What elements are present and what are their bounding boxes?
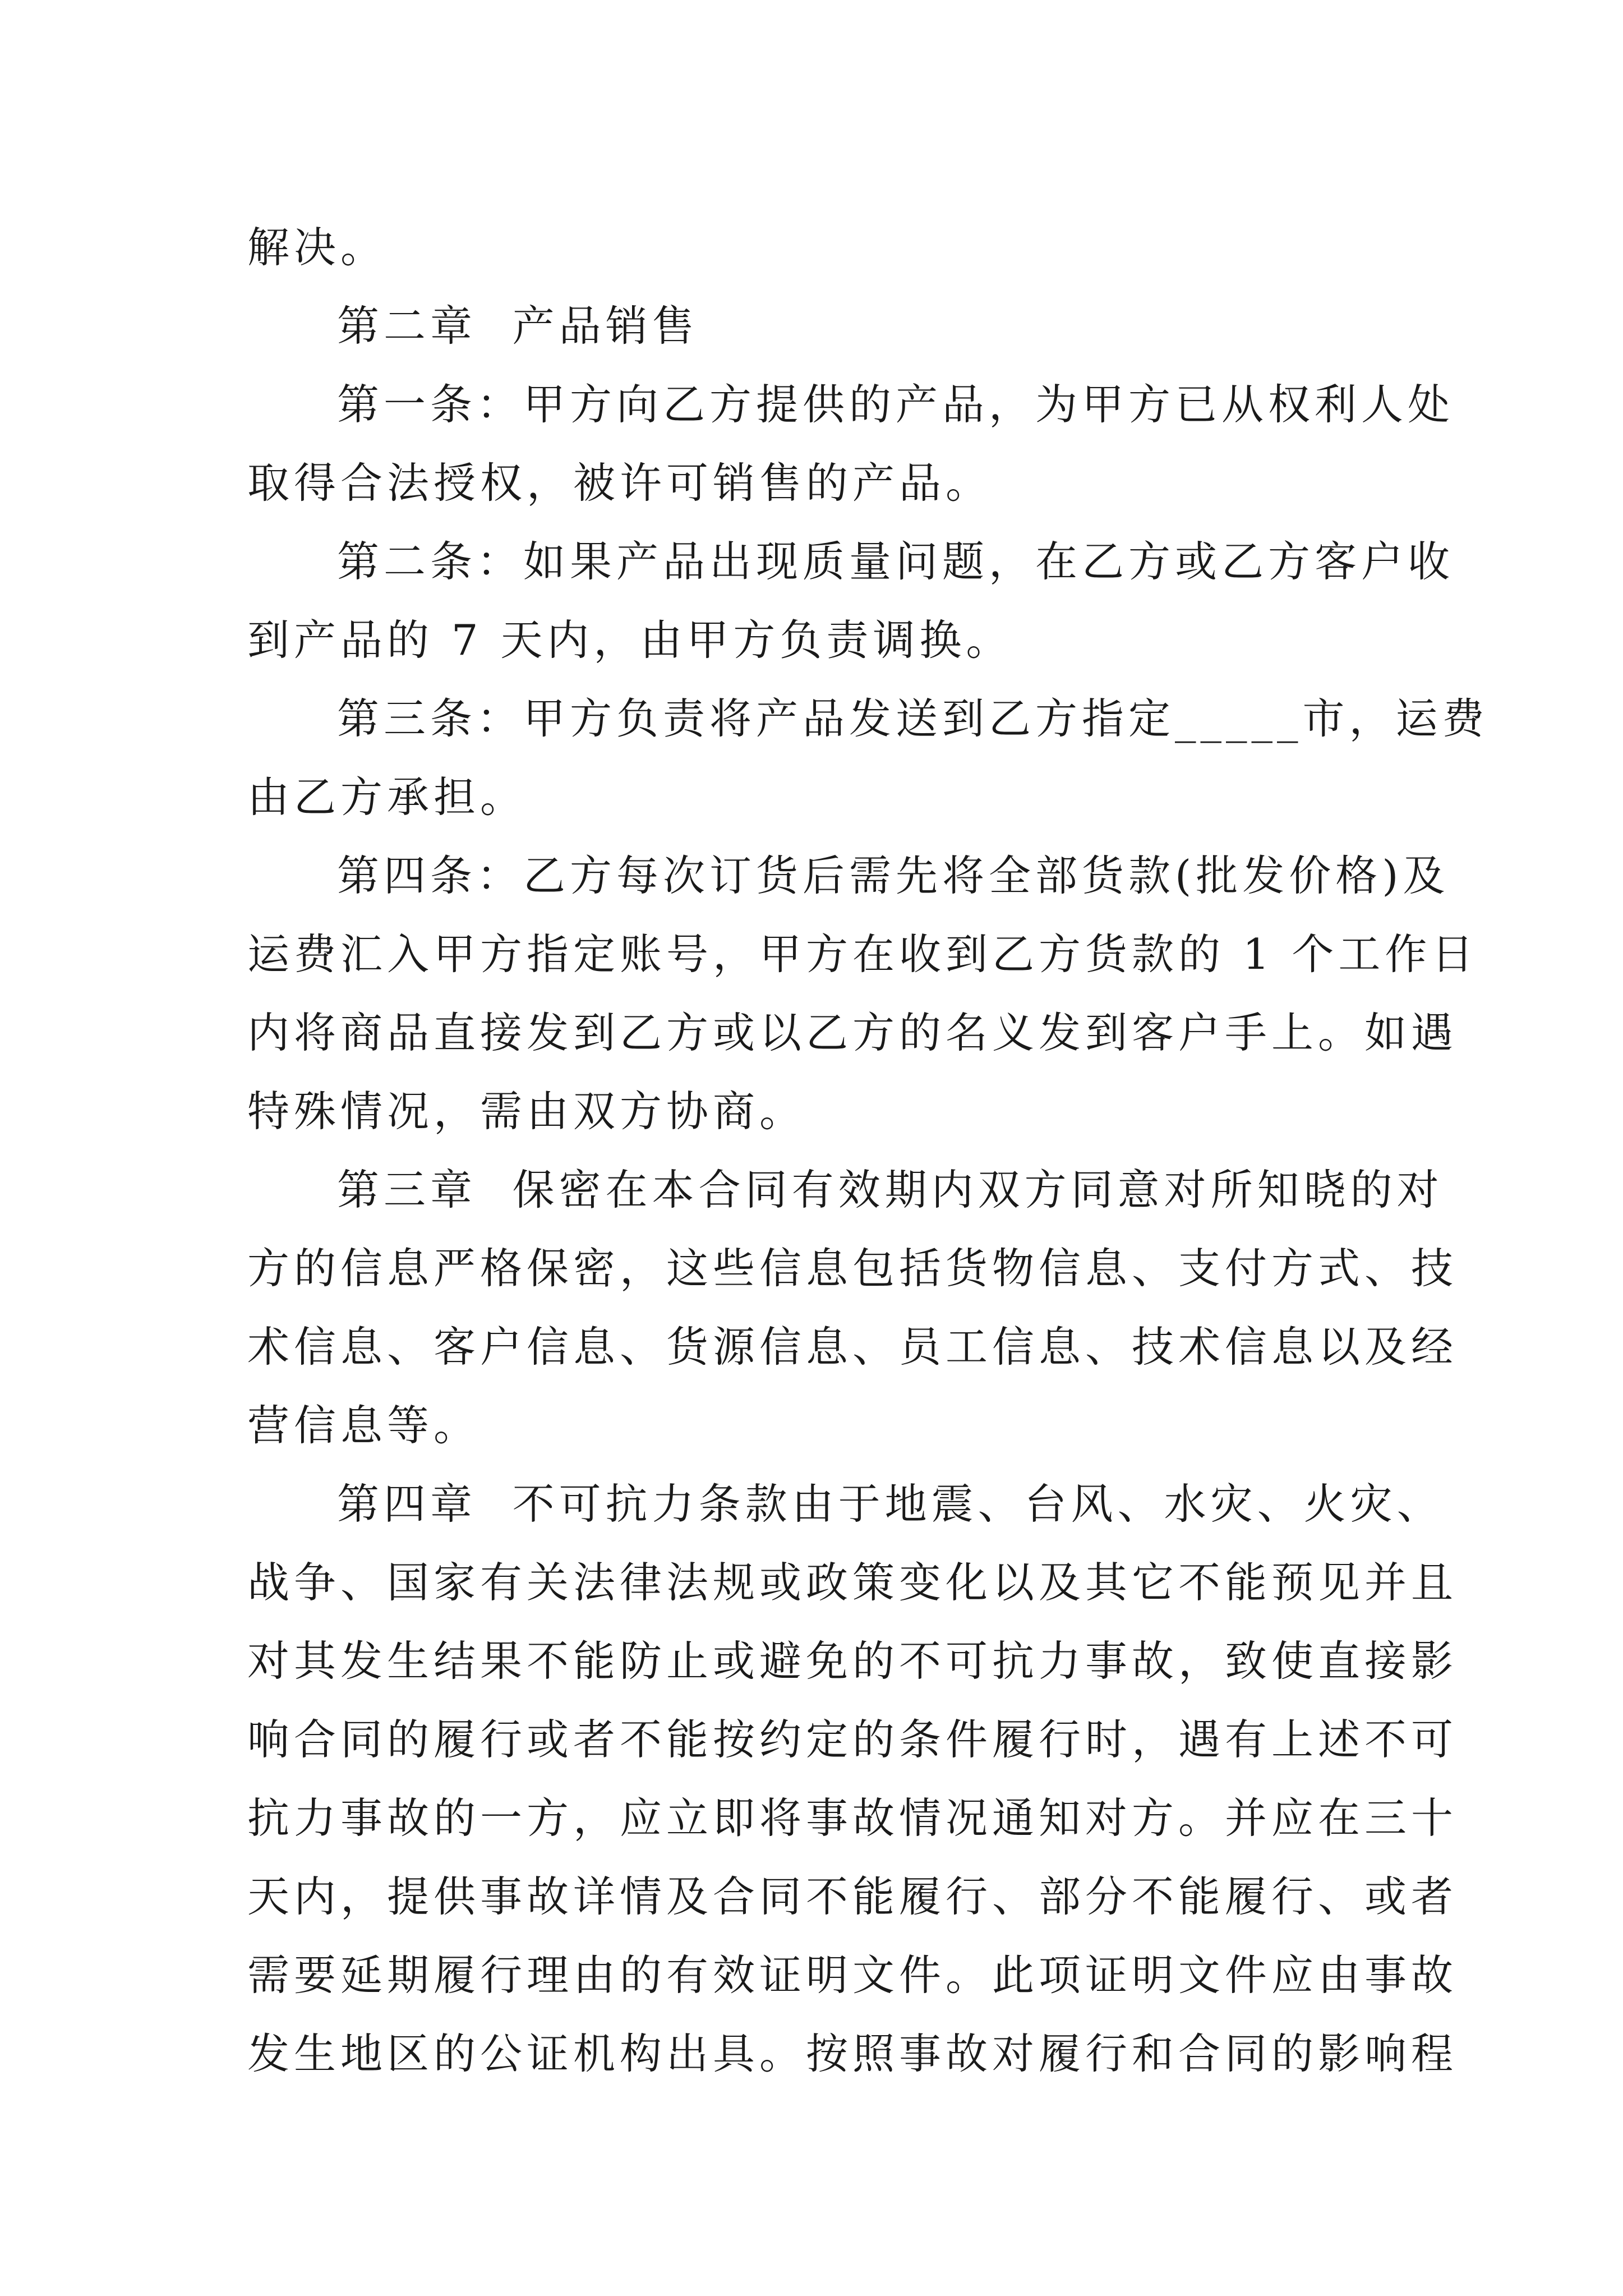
- chapter-heading: 第三章 保密在本合同有效期内双方同意对所知晓的对: [337, 1165, 1444, 1214]
- text-line: 响合同的履行或者不能按约定的条件履行时，遇有上述不可: [247, 1715, 1458, 1764]
- text-line: 特殊情况，需由双方协商。: [247, 1087, 806, 1136]
- text-line: 第二条：如果产品出现质量问题，在乙方或乙方客户收: [337, 537, 1455, 586]
- text-line: 运费汇入甲方指定账号，甲方在收到乙方货款的 1 个工作日: [247, 930, 1478, 979]
- text-line: 第三条：甲方负责将产品发送到乙方指定_____市，运费: [337, 694, 1489, 743]
- text-line: 对其发生结果不能防止或避免的不可抗力事故，致使直接影: [247, 1636, 1458, 1686]
- text-line: 第一条：甲方向乙方提供的产品，为甲方已从权利人处: [337, 380, 1455, 429]
- text-line: 发生地区的公证机构出具。按照事故对履行和合同的影响程: [247, 2029, 1458, 2078]
- text-line: 取得合法授权，被许可销售的产品。: [247, 458, 993, 508]
- text-line: 到产品的 7 天内，由甲方负责调换。: [247, 615, 1013, 665]
- text-line: 抗力事故的一方，应立即将事故情况通知对方。并应在三十: [247, 1793, 1458, 1843]
- text-line: 营信息等。: [247, 1401, 481, 1450]
- chapter-heading: 第四章 不可抗力条款由于地震、台风、水灾、火灾、: [337, 1479, 1444, 1529]
- text-line: 内将商品直接发到乙方或以乙方的名义发到客户手上。如遇: [247, 1008, 1458, 1057]
- text-line: 天内，提供事故详情及合同不能履行、部分不能履行、或者: [247, 1872, 1458, 1921]
- text-line: 解决。: [247, 223, 388, 272]
- text-line: 方的信息严格保密，这些信息包括货物信息、支付方式、技: [247, 1244, 1458, 1293]
- text-line: 战争、国家有关法律法规或政策变化以及其它不能预见并且: [247, 1558, 1458, 1607]
- document-body: [247, 208, 1489, 2093]
- chapter-heading: 第二章 产品销售: [337, 301, 699, 351]
- text-line: 由乙方承担。: [247, 772, 527, 822]
- text-line: 第四条：乙方每次订货后需先将全部货款(批发价格)及: [337, 851, 1450, 900]
- text-line: 需要延期履行理由的有效证明文件。此项证明文件应由事故: [247, 1950, 1458, 2000]
- text-line: 术信息、客户信息、货源信息、员工信息、技术信息以及经: [247, 1322, 1458, 1372]
